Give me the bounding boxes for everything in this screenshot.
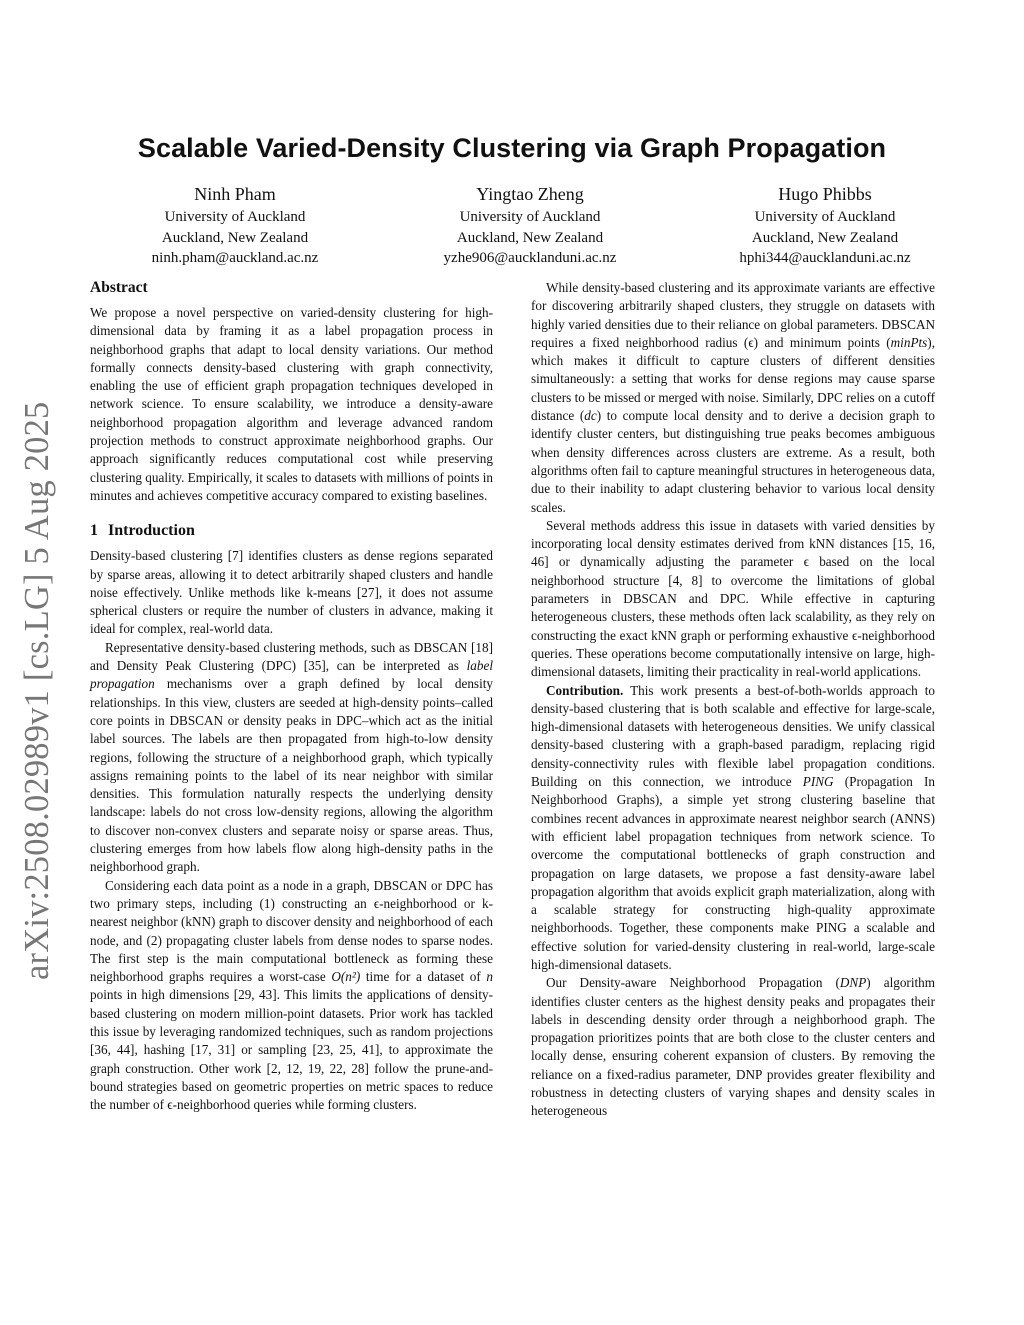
- text-run: ) to compute local density and to derive a decision graph to identify cluster centers, but distinguishing true peaks becomes ambiguous when density differences across clusters are extreme. As a result, both algorithms often fail to capture meaningful structures in heterogeneous data, due to their inability to adapt clustering behavior to various local density scales.: [531, 408, 935, 515]
- variable-n: n: [486, 969, 493, 985]
- text-run: Considering each data point as a node in a graph, DBSCAN or DPC has two primary steps, including (1) constructing an ϵ-neighborhood or k-nearest neighbor (kNN) graph to discover density and neighborhood of each node, and (2) propagating cluster labels from dense nodes to sparse nodes. The first step is the main computational bottleneck as forming these neighborhood graphs requires a worst-case: [90, 877, 493, 985]
- text-run: Our Density-aware Neighborhood Propagation (: [546, 975, 840, 991]
- text-run: ) algorithm identifies cluster centers as the highest density peaks and propagates their labels in descending density order through a neighborhood graph. The propagation prioritizes points that are both close to the cluster centers and locally dense, ensuring coherent expansion of clusters. By removing the reliance on a fixed-radius parameter, DNP provides greater flexibility and robustness in detecting clusters of varying shapes and density scales in heterogeneous: [531, 975, 935, 1119]
- right-column: [531, 279, 935, 1121]
- intro-paragraph-4: [531, 279, 935, 517]
- text-run: (Propagation In Neighborhood Graphs), a simple yet strong clustering baseline that combines recent advances in approximate nearest neighbor search (ANNS) with efficient label propagation techniques from network science. To overcome the computational bottlenecks of graph construction and propagation on large datasets, we propose a fast density-aware label propagation algorithm that avoids explicit graph materialization, along with a scalable strategy for constructing high-quality approximate neighborhoods. Together, these components make PING a scalable and effective solution for varied-density clustering in real-world, large-scale high-dimensional datasets.: [531, 774, 935, 972]
- author-location: Auckland, New Zealand: [751, 229, 899, 246]
- method-name-dnp: DNP: [839, 975, 867, 991]
- author-location: Auckland, New Zealand: [161, 229, 309, 246]
- author-affiliation: University of Auckland: [459, 209, 601, 225]
- variable-minpts: minPts: [890, 334, 928, 350]
- author-email[interactable]: hphi344@aucklanduni.ac.nz: [739, 250, 911, 266]
- text-run: points in high dimensions [29, 43]. This limits the applications of density-based clustering on modern million-point datasets. Prior work has tackled this issue by leveraging randomized techniques, such as random projections [36, 44], hashing [17, 31] or sampling [23, 25, 41], to approximate the graph construction. Other work [2, 12, 19, 22, 28] follow the prune-and-bound strategies based on geometric properties on metric spaces to reduce the number of ϵ-neighborhood queries while forming clusters.: [90, 987, 493, 1113]
- abstract-heading: Abstract: [90, 279, 148, 296]
- introduction-heading: [90, 521, 493, 541]
- contribution-label: Contribution.: [546, 682, 624, 698]
- text-run: ), which makes it difficult to capture clusters of different densities simultaneously: a setting that works for dense regions may cause sparse clusters to be missed or merged with noise. Similarly, DPC relies on a cutoff distance (: [531, 334, 935, 424]
- author-3: [690, 182, 960, 269]
- emphasis-label-propagation: label propagation: [90, 658, 493, 692]
- section-number: 1: [90, 522, 98, 540]
- author-affiliation: University of Auckland: [754, 209, 896, 225]
- author-affiliation: University of Auckland: [164, 209, 306, 225]
- text-run: mechanisms over a graph defined by local density relationships. In this view, clusters are seeded at high-density points–called core points in DBSCAN or density peaks in DPC–which act as the initial label sources. The labels are then propagated from high-to-low density regions, following the structure of a neighborhood graph, which typically assigns remaining points to the label of its near neighbor with similar densities. This formulation naturally respects the underlying density landscape: labels do not cross low-density regions, allowing the algorithm to discover non-convex clusters and separate noisy or sparse areas. Thus, clustering emerges from how labels flow along high-density paths in the neighborhood graph.: [90, 676, 493, 875]
- complexity-formula: O(n²): [331, 969, 361, 985]
- intro-paragraph-5: Several methods address this issue in datasets with varied densities by incorporating local density estimates derived from kNN distances [15, 16, 46] or dynamically adjusting the parameter ϵ based on the local neighborhood structure [4, 8] to overcome the limitations of global parameters in DBSCAN and DPC. While effective in capturing heterogeneous clusters, these methods often lack scalability, as they rely on constructing the exact kNN graph or performing exhaustive ϵ-neighborhood queries. These operations become computationally intensive on large, high-dimensional datasets, limiting their practicality in real-world applications.: [531, 517, 935, 680]
- arxiv-identifier[interactable]: arXiv:2508.02989v1 [cs.LG] 5 Aug 2025: [18, 401, 56, 980]
- intro-paragraph-2: [90, 639, 493, 877]
- intro-paragraph-7: [531, 974, 935, 1120]
- author-email[interactable]: yzhe906@aucklanduni.ac.nz: [443, 250, 617, 266]
- left-column: [90, 278, 493, 1114]
- author-2: [395, 182, 665, 269]
- author-1: [100, 182, 370, 269]
- intro-paragraph-3: [90, 877, 493, 1115]
- author-name: Hugo Phibbs: [778, 184, 872, 204]
- text-run: This work presents a best-of-both-worlds approach to density-based clustering that is both scalable and effective for large-scale, high-dimensional datasets with heterogeneous densities. We unify classical density-based clustering with a graph-based paradigm, replacing rigid density-connectivity rules with flexible label propagation conditions. Building on this connection, we introduce: [531, 682, 935, 790]
- author-block: [100, 182, 960, 269]
- text-run: time for a dataset of: [360, 969, 487, 985]
- intro-paragraph-6: [531, 682, 935, 975]
- method-name-ping: PING: [802, 774, 834, 790]
- section-title: Introduction: [108, 522, 195, 540]
- intro-paragraph-1: Density-based clustering [7] identifies clusters as dense regions separated by sparse areas, allowing it to detect arbitrarily shaped clusters and handle noise effectively. Unlike methods like k-means [27], it does not assume spherical clusters or require the number of clusters in advance, making it ideal for complex, real-world data.: [90, 548, 493, 637]
- abstract-text: We propose a novel perspective on varied-density clustering for high-dimensional data by framing it as a label propagation process in neighborhood graphs that adapt to local density variations. Our method formally connects density-based clustering with graph connectivity, enabling the use of efficient graph propagation techniques developed in network science. To ensure scalability, we introduce a density-aware neighborhood propagation algorithm and leverage advanced random projection methods to construct approximate neighborhood graphs. Our approach significantly reduces computational cost while preserving clustering quality. Empirically, it scales to datasets with millions of points in minutes and achieves competitive accuracy compared to existing baselines.: [90, 305, 494, 503]
- variable-dc: dc: [584, 408, 597, 424]
- author-name: Ninh Pham: [194, 184, 276, 204]
- text-run: Representative density-based clustering methods, such as DBSCAN [18] and Density Peak Clustering (DPC) [35], can be interpreted as: [90, 639, 493, 674]
- author-location: Auckland, New Zealand: [456, 229, 604, 246]
- text-run: While density-based clustering and its approximate variants are effective for discovering arbitrarily shaped clusters, they struggle on datasets with highly varied densities due to their reliance on global parameters. DBSCAN requires a fixed neighborhood radius (ϵ) and minimum points (: [531, 280, 935, 350]
- author-email[interactable]: ninh.pham@auckland.ac.nz: [151, 250, 319, 266]
- author-name: Yingtao Zheng: [476, 184, 584, 204]
- paper-title: Scalable Varied-Density Clustering via Graph Propagation: [137, 133, 887, 163]
